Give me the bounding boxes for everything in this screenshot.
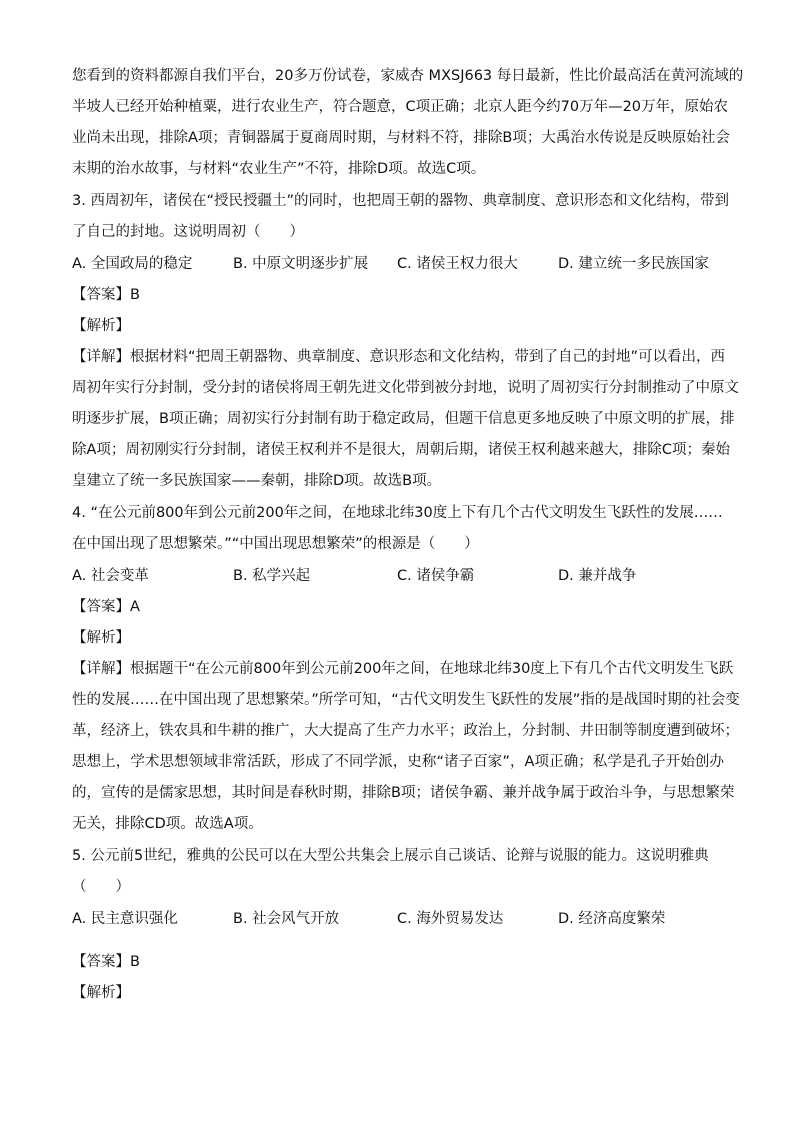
q5-option-a: A. 民主意识强化: [72, 911, 178, 927]
q4-detail-line-4: 思想上，学术思想领域非常活跃，形成了不同学派，史称“诸子百家”，A项正确；私学是孔子开始创办: [72, 754, 724, 770]
q3-analysis-label: 【解析】: [72, 318, 130, 334]
q4-answer: 【答案】A: [72, 599, 140, 615]
q5-stem-line-2: （ ）: [72, 879, 130, 895]
q3-stem-line-2: 了自己的封地。这说明周初（ ）: [72, 224, 304, 240]
q5-analysis-label: 【解析】: [72, 985, 130, 1001]
q4-options: [72, 566, 732, 586]
intro-line-1: 您看到的资料都源自我们平台，20多万份试卷，家威杏 MXSJ663 每日最新，性比价最高活在黄河流域的: [72, 68, 744, 84]
q5-answer: 【答案】B: [72, 954, 140, 970]
q4-detail-line-5: 的，宣传的是儒家思想，其时间是春秋时期，排除B项；诸侯争霸、兼并战争属于政治斗争，与思想繁荣: [72, 785, 735, 801]
q4-stem-line-1: 4. “在公元前800年到公元前200年之间，在地球北纬30度上下有几个古代文明发生飞跃性的发展……: [72, 505, 723, 521]
q4-detail-line-1: 【详解】根据题干“在公元前800年到公元前200年之间，在地球北纬30度上下有几个古代文明发生飞跃: [72, 661, 734, 677]
q3-detail-line-2: 周初年实行分封制，受分封的诸侯将周王朝先进文化带到被分封地，说明了周初实行分封制推动了中原文: [72, 380, 739, 396]
q4-option-c: C. 诸侯争霸: [397, 568, 475, 584]
q5-options: [72, 909, 732, 929]
q4-detail-line-2: 性的发展……在中国出现了思想繁荣。”所学可知，“古代文明发生飞跃性的发展”指的是战国时期的社会变: [72, 692, 740, 708]
q3-options: [72, 254, 732, 274]
q3-option-b: B. 中原文明逐步扩展: [233, 256, 369, 272]
q5-option-b: B. 社会风气开放: [233, 911, 340, 927]
q4-option-a: A. 社会变革: [72, 568, 149, 584]
q4-option-b: B. 私学兴起: [233, 568, 311, 584]
q3-detail-line-4: 除A项；周初刚实行分封制，诸侯王权利并不是很大，周朝后期，诸侯王权利越来越大，排除C项；秦始: [72, 442, 731, 458]
q3-stem-line-1: 3. 西周初年，诸侯在“授民授疆土”的同时，也把周王朝的器物、典章制度、意识形态和文化结构，带到: [72, 193, 729, 209]
q5-option-c: C. 海外贸易发达: [397, 911, 504, 927]
q4-option-d: D. 兼并战争: [558, 568, 637, 584]
q3-option-a: A. 全国政局的稳定: [72, 256, 193, 272]
intro-line-2: 半坡人已经开始种植粟，进行农业生产，符合题意，C项正确；北京人距今约70万年—20万年，原始农: [72, 99, 729, 115]
q3-detail-line-3: 明逐步扩展，B项正确；周初实行分封制有助于稳定政局，但题干信息更多地反映了中原文明的扩展，排: [72, 411, 735, 427]
q4-detail-line-6: 无关，排除CD项。故选A项。: [72, 816, 263, 832]
q3-answer: 【答案】B: [72, 287, 140, 303]
q3-detail-line-5: 皇建立了统一多民族国家——秦朝，排除D项。故选B项。: [72, 473, 442, 489]
q5-option-d: D. 经济高度繁荣: [558, 911, 666, 927]
q5-stem-line-1: 5. 公元前5世纪，雅典的公民可以在大型公共集会上展示自己谈话、论辩与说服的能力。这说明雅典: [72, 848, 709, 864]
intro-line-4: 末期的治水故事，与材料“农业生产”不符，排除D项。故选C项。: [72, 161, 486, 177]
q3-option-d: D. 建立统一多民族国家: [558, 256, 709, 272]
q3-option-c: C. 诸侯王权力很大: [397, 256, 518, 272]
q4-analysis-label: 【解析】: [72, 630, 130, 646]
q3-detail-line-1: 【详解】根据材料“把周王朝器物、典章制度、意识形态和文化结构，带到了自己的封地”可以看出，西: [72, 349, 726, 365]
intro-line-3: 业尚未出现，排除A项；青铜器属于夏商周时期，与材料不符，排除B项；大禹治水传说是反映原始社会: [72, 130, 730, 146]
q4-detail-line-3: 革，经济上，铁农具和牛耕的推广，大大提高了生产力水平；政治上，分封制、井田制等制度遭到破坏；: [72, 723, 739, 739]
q4-stem-line-2: 在中国出现了思想繁荣。”“中国出现思想繁荣”的根源是（ ）: [72, 536, 479, 552]
